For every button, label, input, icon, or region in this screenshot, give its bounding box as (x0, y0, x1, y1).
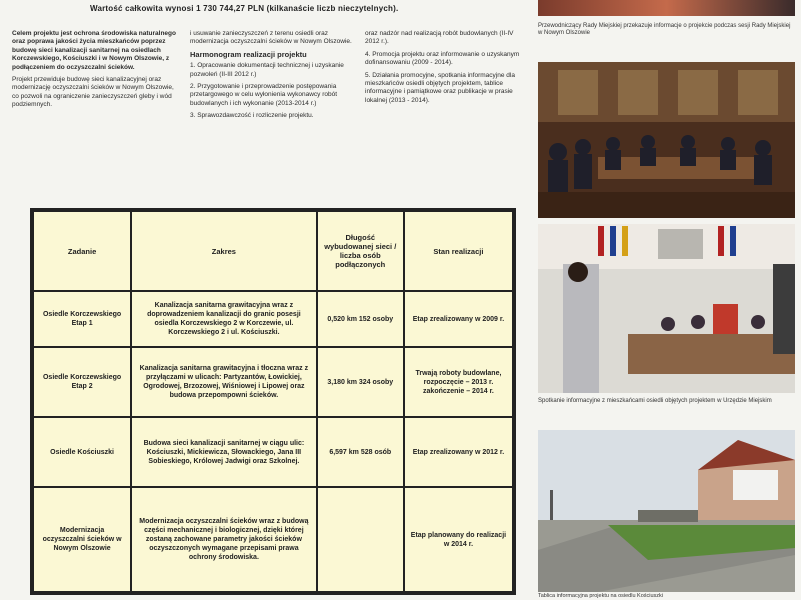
length-cell (317, 487, 404, 592)
table-row (33, 487, 513, 592)
col3-paragraph-2: 4. Promocja projektu oraz informowanie o uzyskanym dofinansowaniu (2009 - 2014). (365, 50, 520, 67)
schedule-item-3: 3. Sprawozdawczość i rozliczenie projektu. (190, 112, 314, 120)
scope-cell: Kanalizacja sanitarna grawitacyjna wraz z doprowadzeniem kanalizacji do granic posesji osiedla Korczewskiego 2 w Korczewie, ul. Korczewskiego 2 i ul. Kościuszki. (131, 291, 316, 347)
status-cell: Trwają roboty budowlane, rozpoczęcie – 2013 r. zakończenie – 2014 r. (404, 347, 513, 417)
scope-cell: Budowa sieci kanalizacji sanitarnej w ciągu ulic: Kościuszki, Mickiewicza, Słowackiego, Jana III Sobieskiego, Królowej Jadwigi oraz Szkolnej. (131, 417, 316, 487)
col2-paragraph-1: i usuwanie zanieczyszczeń z terenu osiedli oraz modernizacja oczyszczalni ścieków w Nowym Olszowie. (190, 30, 352, 46)
photo-caption-3: Spotkanie informacyjne z mieszkańcami osiedli objętych projektem w Urzędzie Miejskim (538, 398, 772, 404)
intro-paragraph-2: Projekt przewiduje budowę sieci kanalizacyjnej oraz modernizację oczyszczalni ścieków w Nowym Olszowie, co pozwoli na ograniczenie zanieczyszczeń gleby i wód podziemnych. (12, 76, 174, 109)
schedule-item-1: 1. Opracowanie dokumentacji technicznej i uzyskanie pozwoleń (II-III 2012 r.) (190, 62, 344, 78)
funding-line: Wartość całkowita wynosi 1 730 744,27 PLN (kilkanaście liczb nieczytelnych). (90, 4, 399, 13)
length-cell: 6,597 km 528 osób (317, 417, 404, 487)
photo-presentation (538, 224, 795, 393)
header-scope: Zakres (131, 211, 316, 291)
task-cell: Modernizacja oczyszczalni ścieków w Nowym Olszowie (33, 487, 131, 592)
schedule-heading: Harmonogram realizacji projektu (190, 49, 307, 59)
table-row (33, 347, 513, 417)
task-cell: Osiedle Kościuszki (33, 417, 131, 487)
header-status: Stan realizacji (404, 211, 513, 291)
task-cell: Osiedle Korczewskiego Etap 1 (33, 291, 131, 347)
project-table (30, 208, 516, 595)
header-task: Zadanie (33, 211, 131, 291)
text-column-1 (12, 30, 177, 114)
text-column-3 (365, 30, 525, 109)
scope-cell: Kanalizacja sanitarna grawitacyjna i tłoczna wraz z przyłączami w ulicach: Partyzantów, Łowickiej, Ogrodowej, Brzozowej, Wiśniowej i Lipowej oraz budowa przepompowni ścieków. (131, 347, 316, 417)
col3-paragraph-3: 5. Działania promocyjne, spotkania informacyjne dla mieszkańców osiedli objętych projektem, tablice informacyjne i pamiątkowe oraz publikacje w prasie lokalnej (2013 - 2014). (365, 71, 515, 104)
task-cell: Osiedle Korczewskiego Etap 2 (33, 347, 131, 417)
table-row (33, 417, 513, 487)
status-cell: Etap zrealizowany w 2009 r. (404, 291, 513, 347)
intro-paragraph-1: Celem projektu jest ochrona środowiska naturalnego oraz poprawa jakości życia mieszkańców poprzez budowę sieci kanalizacji sanitarnej na osiedlach Korczewskiego, Kościuszki i w Nowym Olszowie, z podłączeniem do oczyszczalni ścieków. (12, 30, 176, 71)
table-row (33, 291, 513, 347)
scope-cell: Modernizacja oczyszczalni ścieków wraz z budową części mechanicznej i biologicznej, dzięki której zostaną zachowane parametry jakości ścieków oczyszczonych wymagane przepisami prawa ochrony środowiska. (131, 487, 316, 592)
status-cell: Etap planowany do realizacji w 2014 r. (404, 487, 513, 592)
photo-ceremony (538, 0, 795, 16)
photo-meeting-hall (538, 62, 795, 218)
length-cell: 3,180 km 324 osoby (317, 347, 404, 417)
col3-paragraph-1: oraz nadzór nad realizacją robót budowlanych (II-IV 2012 r.). (365, 30, 514, 46)
photo-caption-1: Przewodniczący Rady Miejskiej przekazuje informacje o projekcie podczas sesji Rady Miejskiej w Nowym Olszowie (538, 23, 791, 37)
header-length: Długość wybudowanej sieci / liczba osób podłączonych (317, 211, 404, 291)
text-column-2 (190, 30, 352, 125)
photo-caption-4: Tablica informacyjna projektu na osiedlu Kościuszki (538, 593, 664, 599)
length-cell: 0,520 km 152 osoby (317, 291, 404, 347)
status-cell: Etap zrealizowany w 2012 r. (404, 417, 513, 487)
photo-street (538, 430, 795, 592)
schedule-item-2: 2. Przygotowanie i przeprowadzenie postępowania przetargowego w celu wyłonienia wykonawcy robót budowlanych i ich wykonanie (2013-2014 r.) (190, 83, 338, 107)
